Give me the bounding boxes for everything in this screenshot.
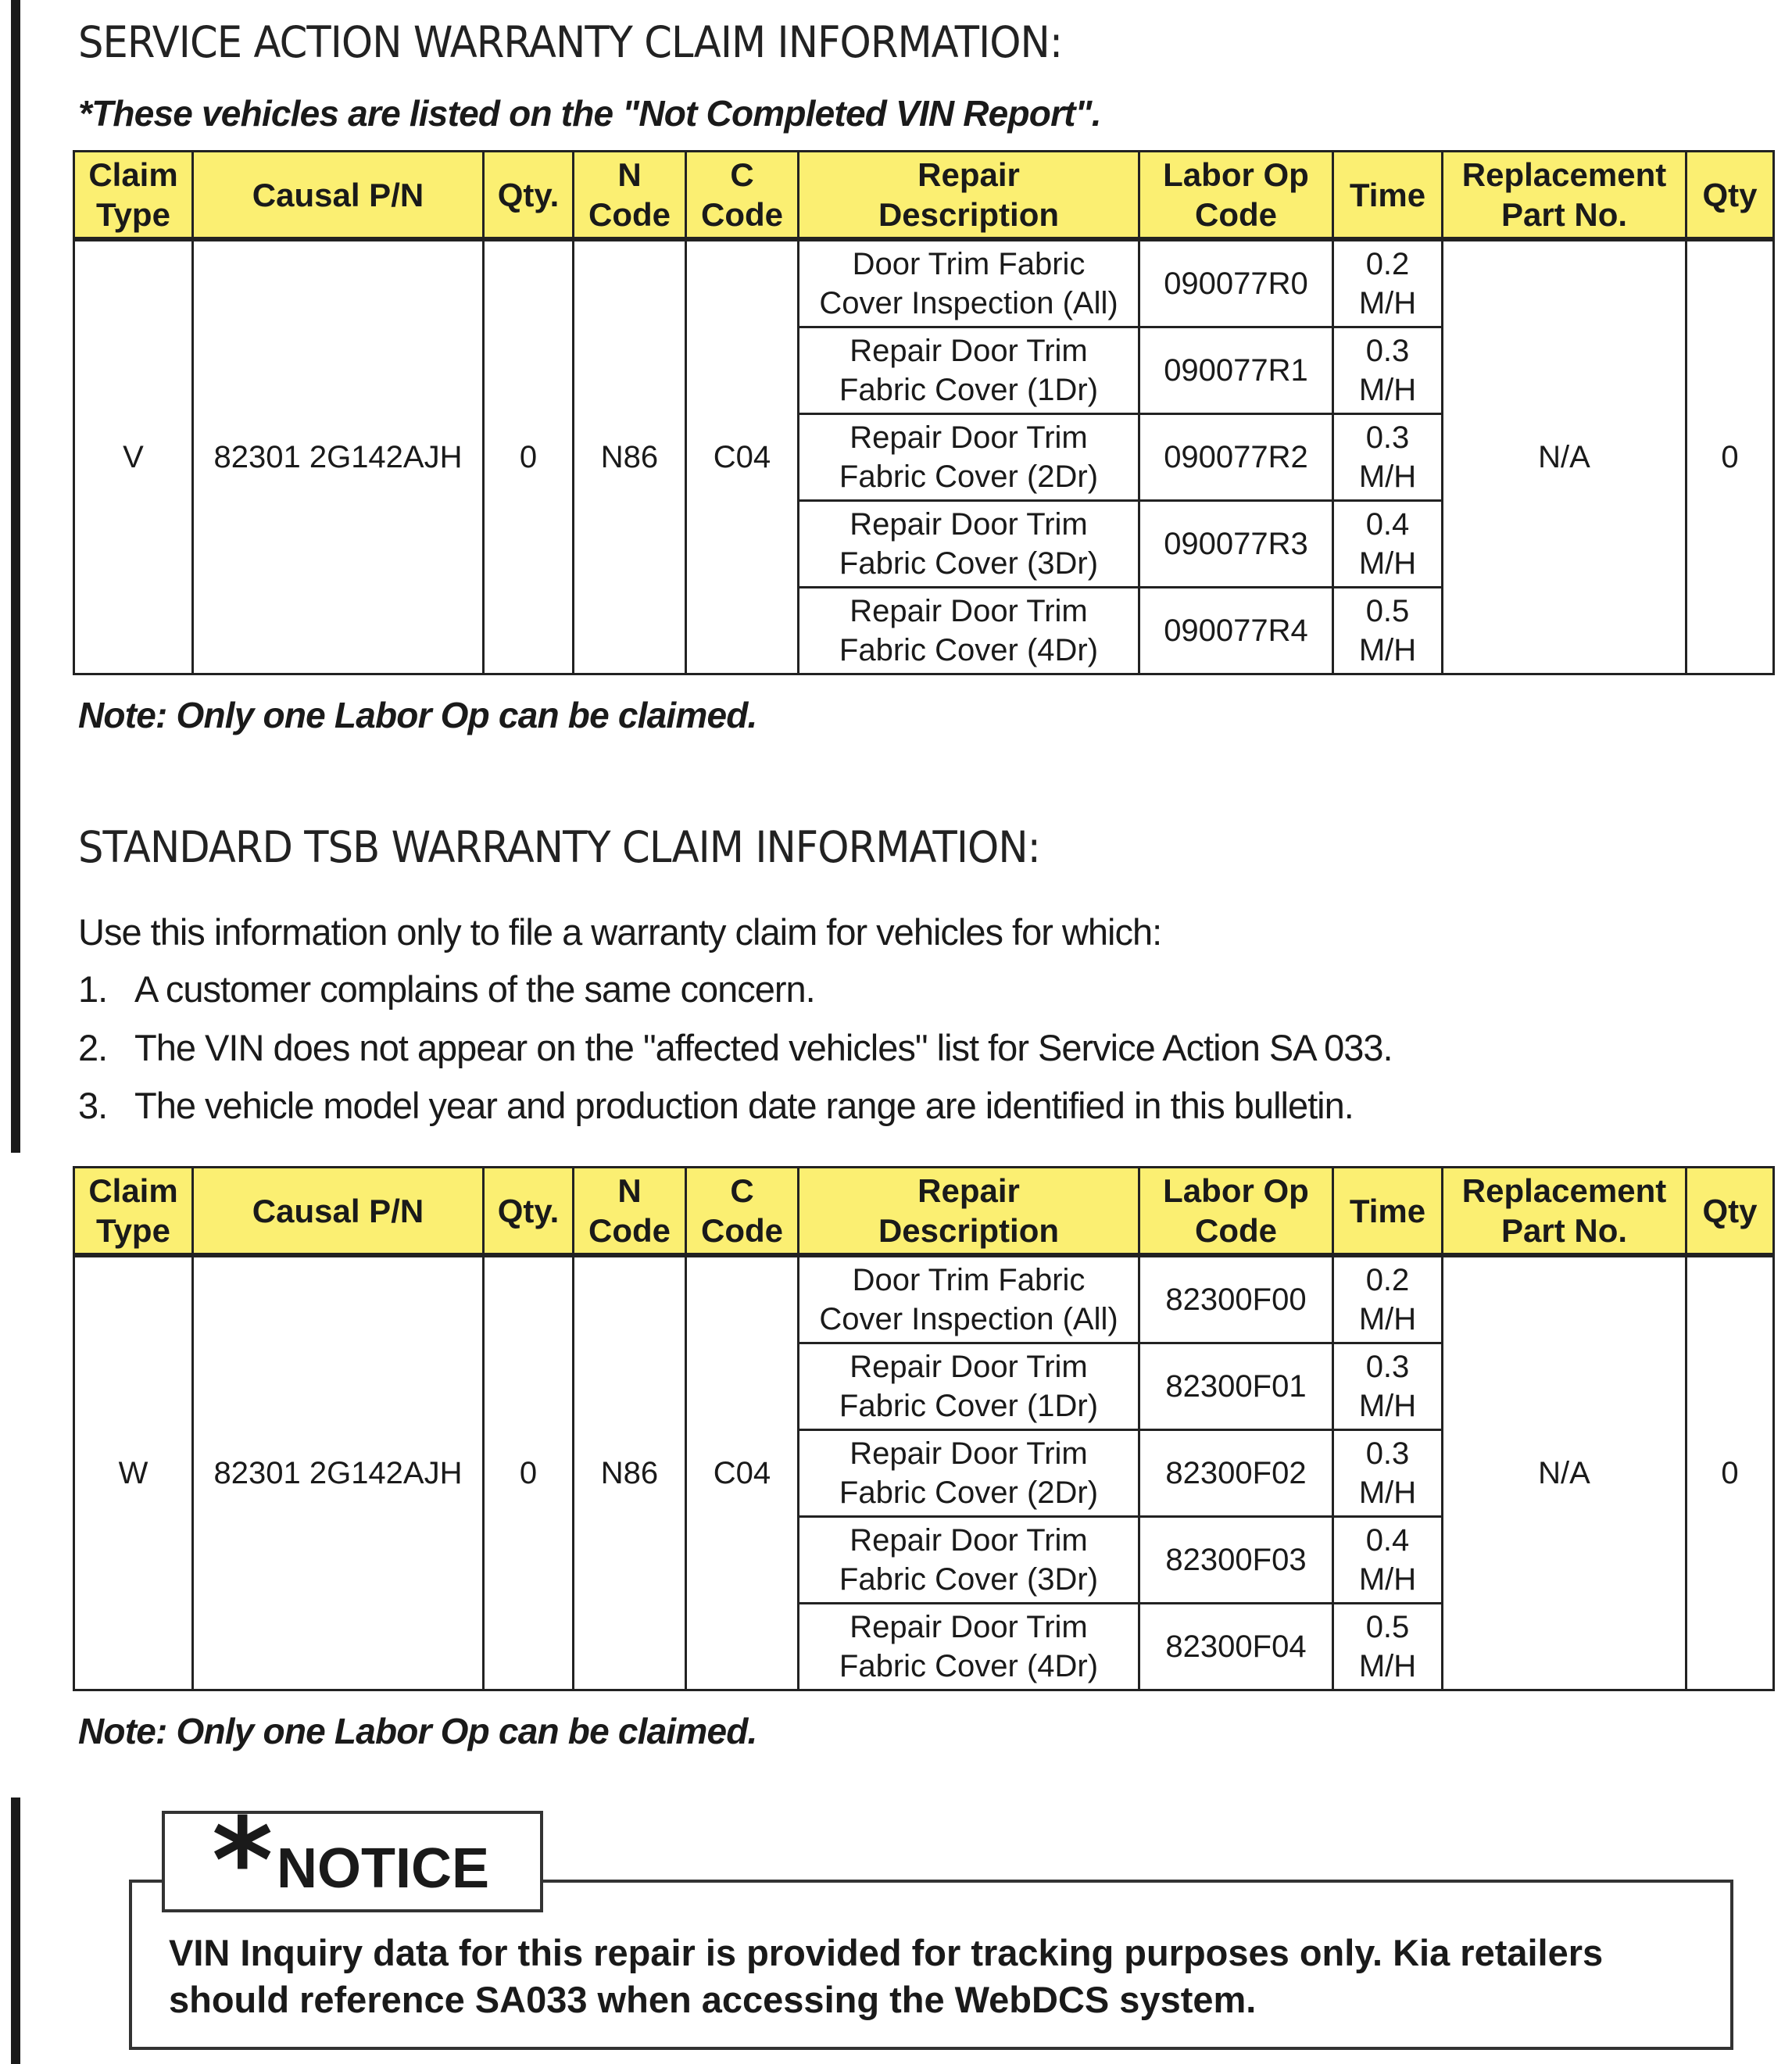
time-cell: 0.4 M/H: [1333, 1517, 1443, 1604]
labor-op-code-cell: 090077R1: [1139, 327, 1333, 414]
left-margin-bar: [11, 0, 20, 1153]
table-row: [74, 239, 1774, 327]
header-qty: Qty.: [484, 152, 574, 240]
service-action-subtitle: *These vehicles are listed on the "Not Completed VIN Report".: [78, 93, 1101, 134]
labor-op-code-cell: 82300F03: [1139, 1517, 1333, 1604]
repair-description-cell: Repair Door Trim Fabric Cover (1Dr): [799, 1343, 1139, 1430]
repair-description-cell: Repair Door Trim Fabric Cover (1Dr): [799, 327, 1139, 414]
header-c-code: C Code: [686, 152, 799, 240]
labor-op-code-cell: 090077R0: [1139, 239, 1333, 327]
labor-op-code-cell: 82300F01: [1139, 1343, 1333, 1430]
time-cell: 0.2 M/H: [1333, 239, 1443, 327]
service-action-note: Note: Only one Labor Op can be claimed.: [78, 695, 757, 735]
labor-op-code-cell: 090077R2: [1139, 414, 1333, 501]
labor-op-code-cell: 090077R3: [1139, 501, 1333, 588]
repair-description-cell: Repair Door Trim Fabric Cover (3Dr): [799, 1517, 1139, 1604]
replacement-qty-cell: 0: [1686, 1255, 1774, 1690]
table-row: [74, 1255, 1774, 1343]
labor-op-code-cell: 82300F04: [1139, 1604, 1333, 1690]
repair-description-cell: Repair Door Trim Fabric Cover (2Dr): [799, 1430, 1139, 1517]
header-claim-type: Claim Type: [74, 152, 193, 240]
header-time: Time: [1333, 1168, 1443, 1256]
causal-pn-cell: 82301 2G142AJH: [193, 239, 484, 674]
list-item: 3. The vehicle model year and production date range are identified in this bulletin.: [78, 1085, 1354, 1126]
header-repair-description: Repair Description: [799, 1168, 1139, 1256]
c-code-cell: C04: [686, 1255, 799, 1690]
header-qty: Qty.: [484, 1168, 574, 1256]
header-repair-description: Repair Description: [799, 152, 1139, 240]
header-n-code: N Code: [574, 1168, 686, 1256]
header-c-code: C Code: [686, 1168, 799, 1256]
repair-description-cell: Repair Door Trim Fabric Cover (2Dr): [799, 414, 1139, 501]
header-n-code: N Code: [574, 152, 686, 240]
list-item: 2. The VIN does not appear on the "affected vehicles" list for Service Action SA 033.: [78, 1027, 1393, 1068]
time-cell: 0.3 M/H: [1333, 1430, 1443, 1517]
header-labor-op-code: Labor Op Code: [1139, 1168, 1333, 1256]
time-cell: 0.4 M/H: [1333, 501, 1443, 588]
asterisk-icon: *: [212, 1794, 274, 1930]
header-causal-pn: Causal P/N: [193, 1168, 484, 1256]
claim-type-cell: V: [74, 239, 193, 674]
header-labor-op-code: Labor Op Code: [1139, 152, 1333, 240]
qty-cell: 0: [484, 1255, 574, 1690]
labor-op-code-cell: 090077R4: [1139, 588, 1333, 674]
time-cell: 0.3 M/H: [1333, 414, 1443, 501]
header-time: Time: [1333, 152, 1443, 240]
labor-op-code-cell: 82300F00: [1139, 1255, 1333, 1343]
list-item: 1. A customer complains of the same concern.: [78, 968, 815, 1010]
header-qty-2: Qty: [1686, 152, 1774, 240]
repair-description-cell: Repair Door Trim Fabric Cover (4Dr): [799, 588, 1139, 674]
repair-description-cell: Door Trim Fabric Cover Inspection (All): [799, 1255, 1139, 1343]
repair-description-cell: Repair Door Trim Fabric Cover (3Dr): [799, 501, 1139, 588]
header-claim-type: Claim Type: [74, 1168, 193, 1256]
replacement-part-cell: N/A: [1443, 1255, 1686, 1690]
time-cell: 0.2 M/H: [1333, 1255, 1443, 1343]
standard-tsb-intro: Use this information only to file a warranty claim for vehicles for which:: [78, 911, 1162, 953]
notice-text: VIN Inquiry data for this repair is provided for tracking purposes only. Kia retailers should reference SA033 when accessing the WebDCS system.: [169, 1932, 1604, 2020]
service-action-title: SERVICE ACTION WARRANTY CLAIM INFORMATION:: [78, 17, 1063, 67]
replacement-qty-cell: 0: [1686, 239, 1774, 674]
labor-op-code-cell: 82300F02: [1139, 1430, 1333, 1517]
causal-pn-cell: 82301 2G142AJH: [193, 1255, 484, 1690]
standard-tsb-title: STANDARD TSB WARRANTY CLAIM INFORMATION:: [78, 822, 1040, 872]
left-margin-bar: [11, 1798, 20, 2064]
standard-tsb-claim-table: [73, 1166, 1775, 1691]
notice-heading: [162, 1794, 543, 1930]
replacement-part-cell: N/A: [1443, 239, 1686, 674]
header-qty-2: Qty: [1686, 1168, 1774, 1256]
repair-description-cell: Repair Door Trim Fabric Cover (4Dr): [799, 1604, 1139, 1690]
time-cell: 0.5 M/H: [1333, 1604, 1443, 1690]
header-replacement-part: Replacement Part No.: [1443, 1168, 1686, 1256]
table-header-row: [74, 152, 1774, 240]
header-replacement-part: Replacement Part No.: [1443, 152, 1686, 240]
header-causal-pn: Causal P/N: [193, 152, 484, 240]
c-code-cell: C04: [686, 239, 799, 674]
table-header-row: [74, 1168, 1774, 1256]
time-cell: 0.3 M/H: [1333, 327, 1443, 414]
qty-cell: 0: [484, 239, 574, 674]
repair-description-cell: Door Trim Fabric Cover Inspection (All): [799, 239, 1139, 327]
time-cell: 0.5 M/H: [1333, 588, 1443, 674]
service-action-claim-table: [73, 150, 1775, 675]
claim-type-cell: W: [74, 1255, 193, 1690]
n-code-cell: N86: [574, 239, 686, 674]
time-cell: 0.3 M/H: [1333, 1343, 1443, 1430]
notice-title: NOTICE: [277, 1837, 490, 1900]
n-code-cell: N86: [574, 1255, 686, 1690]
standard-tsb-note: Note: Only one Labor Op can be claimed.: [78, 1711, 757, 1751]
